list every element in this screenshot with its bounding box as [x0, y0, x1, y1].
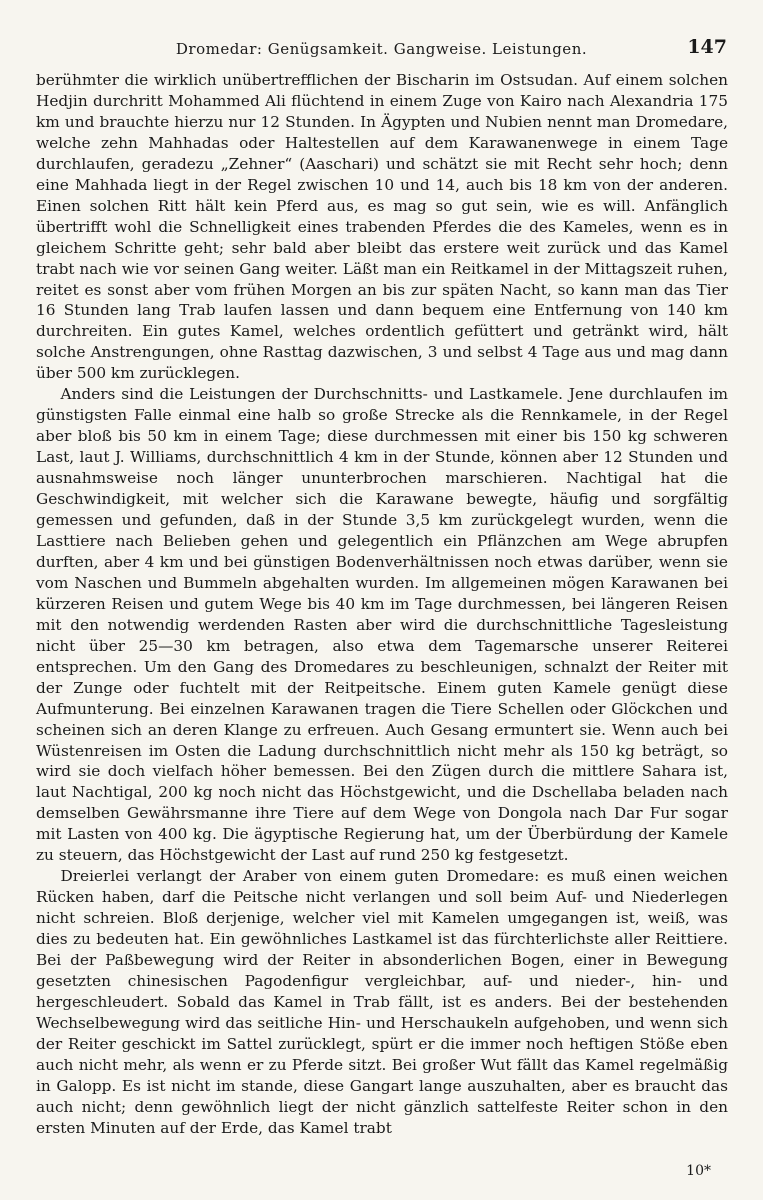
running-title: Dromedar: Genügsamkeit. Gangweise. Leistungen. — [175, 40, 588, 58]
page-number: 147 — [687, 36, 727, 58]
paragraph-2: Anders sind die Leistungen der Durchschnitts- und Lastkamele. Jene durchlaufen im günstigsten Falle einmal eine halb so große Strecke als die Rennkamele, in der Regel aber bloß bis 50 km in einem Tage; diese durchmessen mit einer bis 150 kg schweren Last, laut J. Williams, durchschnittlich 4 km in der Stunde, können aber 12 Stunden und ausnahmsweise noch länger ununterbrochen marschieren. Nachtigal hat die Geschwindigkeit, mit welcher sich die Karawane bewegte, häufig und sorgfältig gemessen und gefunden, daß in der Stunde 3,5 km zurückgelegt wurden, wenn die Lasttiere nach Belieben gehen und gelegentlich ein Pflänzchen am Wege abrupfen durften, aber 4 km und bei günstigen Bodenverhältnissen noch etwas darüber, wenn sie vom Naschen und Bummeln abgehalten wurden. Im allgemeinen mögen Karawanen bei kürzeren Reisen und gutem Wege bis 40 km im Tage durchmessen, bei längeren Reisen mit den notwendig werdenden Rasten aber wird die durchschnittliche Tagesleistung nicht über 25—30 km betragen, also etwa dem Tagemarsche unserer Reiterei entsprechen. Um den Gang des Dromedares zu beschleunigen, schnalzt der Reiter mit der Zunge oder fuchtelt mit der Reitpeitsche. Einem guten Kamele genügt diese Aufmunterung. Bei einzelnen Karawanen tragen die Tiere Schellen oder Glöckchen und scheinen sich an deren Klange zu erfreuen. Auch Gesang ermuntert sie. Wenn auch bei Wüstenreisen im Osten die Ladung durchschnittlich nicht mehr als 150 kg beträgt, so wird sie doch vielfach höher bemessen. Bei den Zügen durch die mittlere Sahara ist, laut Nachtigal, 200 kg noch nicht das Höchstgewicht, und die Dschellaba beladen nach demselben Gewährsmanne ihre Tiere auf dem Wege von Dongola nach Dar Fur sogar mit Lasten von 400 kg. Die ägyptische Regierung hat, um der Überbürdung der Kamele zu steuern, das Höchstgewicht der Last auf rund 250 kg festgesetzt. — [36, 385, 728, 865]
body-text — [36, 70, 728, 1139]
running-head — [36, 36, 727, 64]
paragraph-1: berühmter die wirklich unübertrefflichen der Bischarin im Ostsudan. Auf einem solchen Hedjin durchritt Mohammed Ali flüchtend in einem Zuge von Kairo nach Alexandria 175 km und brauchte hierzu nur 12 Stunden. In Ägypten und Nubien nennt man Dromedare, welche zehn Mahhadas oder Haltestellen auf dem Karawanenwege in einem Tage durchlaufen, geradezu „Zehner“ (Aaschari) und schätzt sie mit Recht sehr hoch; denn eine Mahhada liegt in der Regel zwischen 10 und 14, auch bis 18 km von der anderen. Einen solchen Ritt hält kein Pferd aus, es mag so gut sein, wie es will. Anfänglich übertrifft wohl die Schnelligkeit eines trabenden Pferdes die des Kameles, wenn es in gleichem Schritte geht; sehr bald aber bleibt das erstere weit zurück und das Kamel trabt nach wie vor seinen Gang weiter. Läßt man ein Reitkamel in der Mittagszeit ruhen, reitet es sonst aber vom frühen Morgen an bis zur späten Nacht, so kann man das Tier 16 Stunden lang Trab laufen lassen und dann bequem eine Entfernung von 140 km durchreiten. Ein gutes Kamel, welches ordentlich gefüttert und getränkt wird, hält solche Anstrengungen, ohne Rasttag dazwischen, 3 und selbst 4 Tage aus und mag dann über 500 km zurücklegen. — [36, 71, 728, 383]
signature-mark: 10* — [686, 1163, 711, 1179]
paragraph-3: Dreierlei verlangt der Araber von einem guten Dromedare: es muß einen weichen Rücken haben, darf die Peitsche nicht verlangen und soll beim Auf- und Niederlegen nicht schreien. Bloß derjenige, welcher viel mit Kamelen umgegangen ist, weiß, was dies zu bedeuten hat. Ein gewöhnliches Lastkamel ist das fürchterlichste aller Reittiere. Bei der Paßbewegung wird der Reiter in absonderlichen Bogen, einer in Bewegung gesetzten chinesischen Pagodenfigur vergleichbar, auf- und nieder-, hin- und hergeschleudert. Sobald das Kamel in Trab fällt, ist es anders. Bei der bestehenden Wechselbewegung wird das seitliche Hin- und Herschaukeln aufgehoben, und wenn sich der Reiter geschickt im Sattel zurücklegt, spürt er die immer noch heftigen Stöße eben auch nicht mehr, als wenn er zu Pferde sitzt. Bei großer Wut fällt das Kamel regelmäßig in Galopp. Es ist nicht im stande, diese Gangart lange auszuhalten, aber es braucht das auch nicht; denn gewöhnlich liegt der nicht gänzlich sattelfeste Reiter schon in den ersten Minuten auf der Erde, das Kamel trabt — [36, 867, 728, 1137]
